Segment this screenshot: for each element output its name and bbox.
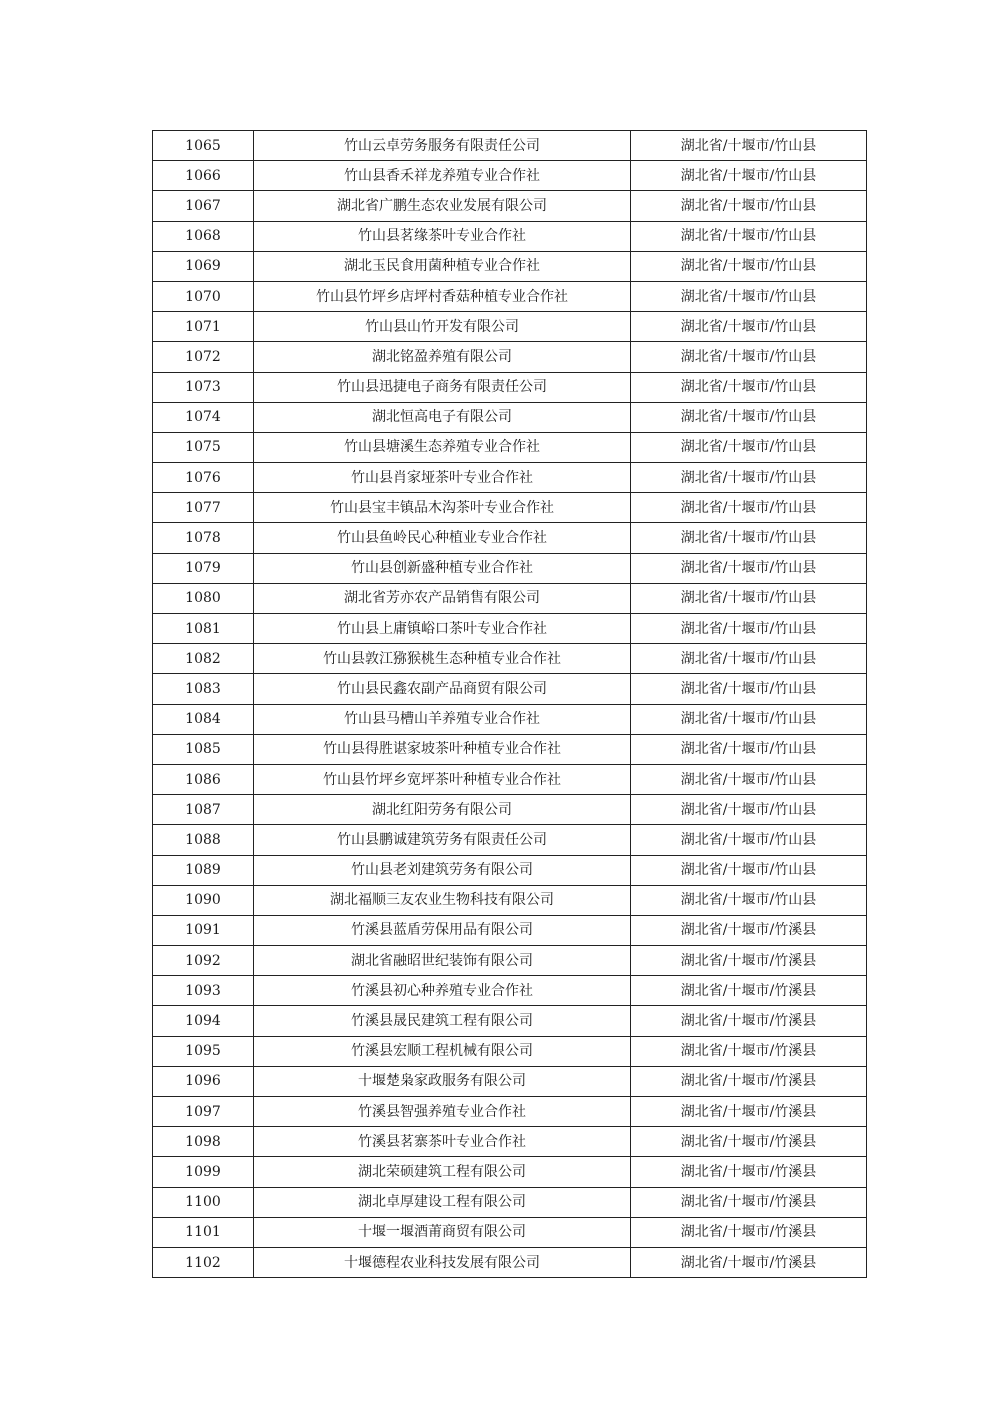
- row-number-cell: 1071: [153, 312, 254, 342]
- table-row: [153, 855, 867, 885]
- table-row: [153, 221, 867, 251]
- row-number-cell: 1095: [153, 1036, 254, 1066]
- company-name-cell: 湖北铭盈养殖有限公司: [254, 342, 631, 372]
- location-cell: 湖北省/十堰市/竹山县: [631, 674, 867, 704]
- row-number-cell: 1087: [153, 795, 254, 825]
- location-cell: 湖北省/十堰市/竹山县: [631, 161, 867, 191]
- table-row: [153, 342, 867, 372]
- table-row: [153, 946, 867, 976]
- location-cell: 湖北省/十堰市/竹山县: [631, 131, 867, 161]
- company-name-cell: 竹溪县宏顺工程机械有限公司: [254, 1036, 631, 1066]
- row-number-cell: 1073: [153, 372, 254, 402]
- location-cell: 湖北省/十堰市/竹山县: [631, 432, 867, 462]
- table-row: [153, 372, 867, 402]
- location-cell: 湖北省/十堰市/竹山县: [631, 764, 867, 794]
- company-name-cell: 竹溪县智强养殖专业合作社: [254, 1097, 631, 1127]
- location-cell: 湖北省/十堰市/竹山县: [631, 312, 867, 342]
- location-cell: 湖北省/十堰市/竹山县: [631, 251, 867, 281]
- row-number-cell: 1099: [153, 1157, 254, 1187]
- company-name-cell: 湖北省融昭世纪装饰有限公司: [254, 946, 631, 976]
- row-number-cell: 1066: [153, 161, 254, 191]
- table-row: [153, 493, 867, 523]
- table-row: [153, 825, 867, 855]
- row-number-cell: 1081: [153, 614, 254, 644]
- table-row: [153, 1187, 867, 1217]
- table-row: [153, 312, 867, 342]
- row-number-cell: 1097: [153, 1097, 254, 1127]
- location-cell: 湖北省/十堰市/竹山县: [631, 342, 867, 372]
- location-cell: 湖北省/十堰市/竹溪县: [631, 1066, 867, 1096]
- location-cell: 湖北省/十堰市/竹山县: [631, 463, 867, 493]
- location-cell: 湖北省/十堰市/竹山县: [631, 795, 867, 825]
- row-number-cell: 1092: [153, 946, 254, 976]
- location-cell: 湖北省/十堰市/竹溪县: [631, 1127, 867, 1157]
- row-number-cell: 1083: [153, 674, 254, 704]
- row-number-cell: 1088: [153, 825, 254, 855]
- company-name-cell: 竹山云卓劳务服务有限责任公司: [254, 131, 631, 161]
- row-number-cell: 1089: [153, 855, 254, 885]
- company-name-cell: 湖北红阳劳务有限公司: [254, 795, 631, 825]
- company-name-cell: 竹山县迅捷电子商务有限责任公司: [254, 372, 631, 402]
- row-number-cell: 1086: [153, 764, 254, 794]
- row-number-cell: 1082: [153, 644, 254, 674]
- location-cell: 湖北省/十堰市/竹山县: [631, 523, 867, 553]
- table-row: [153, 251, 867, 281]
- company-name-cell: 竹山县香禾祥龙养殖专业合作社: [254, 161, 631, 191]
- row-number-cell: 1094: [153, 1006, 254, 1036]
- location-cell: 湖北省/十堰市/竹山县: [631, 614, 867, 644]
- table-row: [153, 734, 867, 764]
- location-cell: 湖北省/十堰市/竹溪县: [631, 1187, 867, 1217]
- location-cell: 湖北省/十堰市/竹山县: [631, 734, 867, 764]
- location-cell: 湖北省/十堰市/竹溪县: [631, 1097, 867, 1127]
- location-cell: 湖北省/十堰市/竹山县: [631, 855, 867, 885]
- company-name-cell: 竹山县宝丰镇品木沟茶叶专业合作社: [254, 493, 631, 523]
- company-name-cell: 竹山县敦江猕猴桃生态种植专业合作社: [254, 644, 631, 674]
- company-name-cell: 竹山县竹坪乡宽坪茶叶种植专业合作社: [254, 764, 631, 794]
- company-name-cell: 竹山县鱼岭民心种植业专业合作社: [254, 523, 631, 553]
- table-row: [153, 553, 867, 583]
- row-number-cell: 1102: [153, 1247, 254, 1277]
- company-name-cell: 湖北荣硕建筑工程有限公司: [254, 1157, 631, 1187]
- company-name-cell: 竹山县鹏诚建筑劳务有限责任公司: [254, 825, 631, 855]
- row-number-cell: 1069: [153, 251, 254, 281]
- table-row: [153, 281, 867, 311]
- company-name-cell: 竹山县创新盛种植专业合作社: [254, 553, 631, 583]
- row-number-cell: 1077: [153, 493, 254, 523]
- table-row: [153, 1247, 867, 1277]
- row-number-cell: 1078: [153, 523, 254, 553]
- location-cell: 湖北省/十堰市/竹山县: [631, 493, 867, 523]
- row-number-cell: 1084: [153, 704, 254, 734]
- row-number-cell: 1100: [153, 1187, 254, 1217]
- table-row: [153, 131, 867, 161]
- company-name-cell: 十堰德程农业科技发展有限公司: [254, 1247, 631, 1277]
- company-name-cell: 竹山县马槽山羊养殖专业合作社: [254, 704, 631, 734]
- company-name-cell: 竹溪县茗寨茶叶专业合作社: [254, 1127, 631, 1157]
- row-number-cell: 1067: [153, 191, 254, 221]
- location-cell: 湖北省/十堰市/竹山县: [631, 221, 867, 251]
- location-cell: 湖北省/十堰市/竹溪县: [631, 1247, 867, 1277]
- company-name-cell: 湖北恒高电子有限公司: [254, 402, 631, 432]
- table-row: [153, 1097, 867, 1127]
- location-cell: 湖北省/十堰市/竹溪县: [631, 1217, 867, 1247]
- table-row: [153, 1006, 867, 1036]
- location-cell: 湖北省/十堰市/竹山县: [631, 644, 867, 674]
- company-name-cell: 竹溪县晟民建筑工程有限公司: [254, 1006, 631, 1036]
- company-name-cell: 湖北卓厚建设工程有限公司: [254, 1187, 631, 1217]
- company-name-cell: 竹山县塘溪生态养殖专业合作社: [254, 432, 631, 462]
- row-number-cell: 1070: [153, 281, 254, 311]
- table-row: [153, 795, 867, 825]
- table-row: [153, 161, 867, 191]
- company-name-cell: 竹山县竹坪乡店坪村香菇种植专业合作社: [254, 281, 631, 311]
- row-number-cell: 1101: [153, 1217, 254, 1247]
- table-row: [153, 915, 867, 945]
- location-cell: 湖北省/十堰市/竹溪县: [631, 976, 867, 1006]
- table-row: [153, 1157, 867, 1187]
- row-number-cell: 1076: [153, 463, 254, 493]
- company-name-cell: 十堰一堰酒莆商贸有限公司: [254, 1217, 631, 1247]
- location-cell: 湖北省/十堰市/竹溪县: [631, 1006, 867, 1036]
- location-cell: 湖北省/十堰市/竹溪县: [631, 1036, 867, 1066]
- row-number-cell: 1079: [153, 553, 254, 583]
- table-row: [153, 644, 867, 674]
- company-name-cell: 竹山县上庸镇峪口茶叶专业合作社: [254, 614, 631, 644]
- table-row: [153, 1217, 867, 1247]
- table-row: [153, 463, 867, 493]
- table-body: [153, 131, 867, 1278]
- company-name-cell: 湖北玉民食用菌种植专业合作社: [254, 251, 631, 281]
- company-name-cell: 竹溪县初心种养殖专业合作社: [254, 976, 631, 1006]
- table-row: [153, 704, 867, 734]
- row-number-cell: 1072: [153, 342, 254, 372]
- company-name-cell: 湖北福顺三友农业生物科技有限公司: [254, 885, 631, 915]
- location-cell: 湖北省/十堰市/竹山县: [631, 553, 867, 583]
- location-cell: 湖北省/十堰市/竹山县: [631, 583, 867, 613]
- table-row: [153, 523, 867, 553]
- row-number-cell: 1074: [153, 402, 254, 432]
- company-name-cell: 竹溪县蓝盾劳保用品有限公司: [254, 915, 631, 945]
- location-cell: 湖北省/十堰市/竹山县: [631, 704, 867, 734]
- table-row: [153, 191, 867, 221]
- row-number-cell: 1085: [153, 734, 254, 764]
- company-name-cell: 竹山县茗缘茶叶专业合作社: [254, 221, 631, 251]
- location-cell: 湖北省/十堰市/竹山县: [631, 281, 867, 311]
- company-name-cell: 竹山县山竹开发有限公司: [254, 312, 631, 342]
- table-row: [153, 583, 867, 613]
- location-cell: 湖北省/十堰市/竹山县: [631, 885, 867, 915]
- table-row: [153, 885, 867, 915]
- row-number-cell: 1068: [153, 221, 254, 251]
- table-row: [153, 1127, 867, 1157]
- table-row: [153, 1066, 867, 1096]
- table-row: [153, 674, 867, 704]
- row-number-cell: 1075: [153, 432, 254, 462]
- enterprise-list-table: [152, 130, 867, 1278]
- row-number-cell: 1096: [153, 1066, 254, 1096]
- company-name-cell: 湖北省芳亦农产品销售有限公司: [254, 583, 631, 613]
- table-row: [153, 432, 867, 462]
- row-number-cell: 1093: [153, 976, 254, 1006]
- company-name-cell: 湖北省广鹏生态农业发展有限公司: [254, 191, 631, 221]
- company-name-cell: 竹山县民鑫农副产品商贸有限公司: [254, 674, 631, 704]
- row-number-cell: 1080: [153, 583, 254, 613]
- location-cell: 湖北省/十堰市/竹山县: [631, 825, 867, 855]
- location-cell: 湖北省/十堰市/竹溪县: [631, 915, 867, 945]
- row-number-cell: 1091: [153, 915, 254, 945]
- location-cell: 湖北省/十堰市/竹山县: [631, 191, 867, 221]
- table-row: [153, 976, 867, 1006]
- location-cell: 湖北省/十堰市/竹山县: [631, 372, 867, 402]
- company-name-cell: 竹山县得胜谌家坡茶叶种植专业合作社: [254, 734, 631, 764]
- location-cell: 湖北省/十堰市/竹溪县: [631, 1157, 867, 1187]
- company-name-cell: 竹山县老刘建筑劳务有限公司: [254, 855, 631, 885]
- table-row: [153, 614, 867, 644]
- company-name-cell: 十堰楚枭家政服务有限公司: [254, 1066, 631, 1096]
- row-number-cell: 1090: [153, 885, 254, 915]
- location-cell: 湖北省/十堰市/竹溪县: [631, 946, 867, 976]
- table-row: [153, 764, 867, 794]
- row-number-cell: 1065: [153, 131, 254, 161]
- table-row: [153, 402, 867, 432]
- company-name-cell: 竹山县肖家垭茶叶专业合作社: [254, 463, 631, 493]
- row-number-cell: 1098: [153, 1127, 254, 1157]
- location-cell: 湖北省/十堰市/竹山县: [631, 402, 867, 432]
- table-row: [153, 1036, 867, 1066]
